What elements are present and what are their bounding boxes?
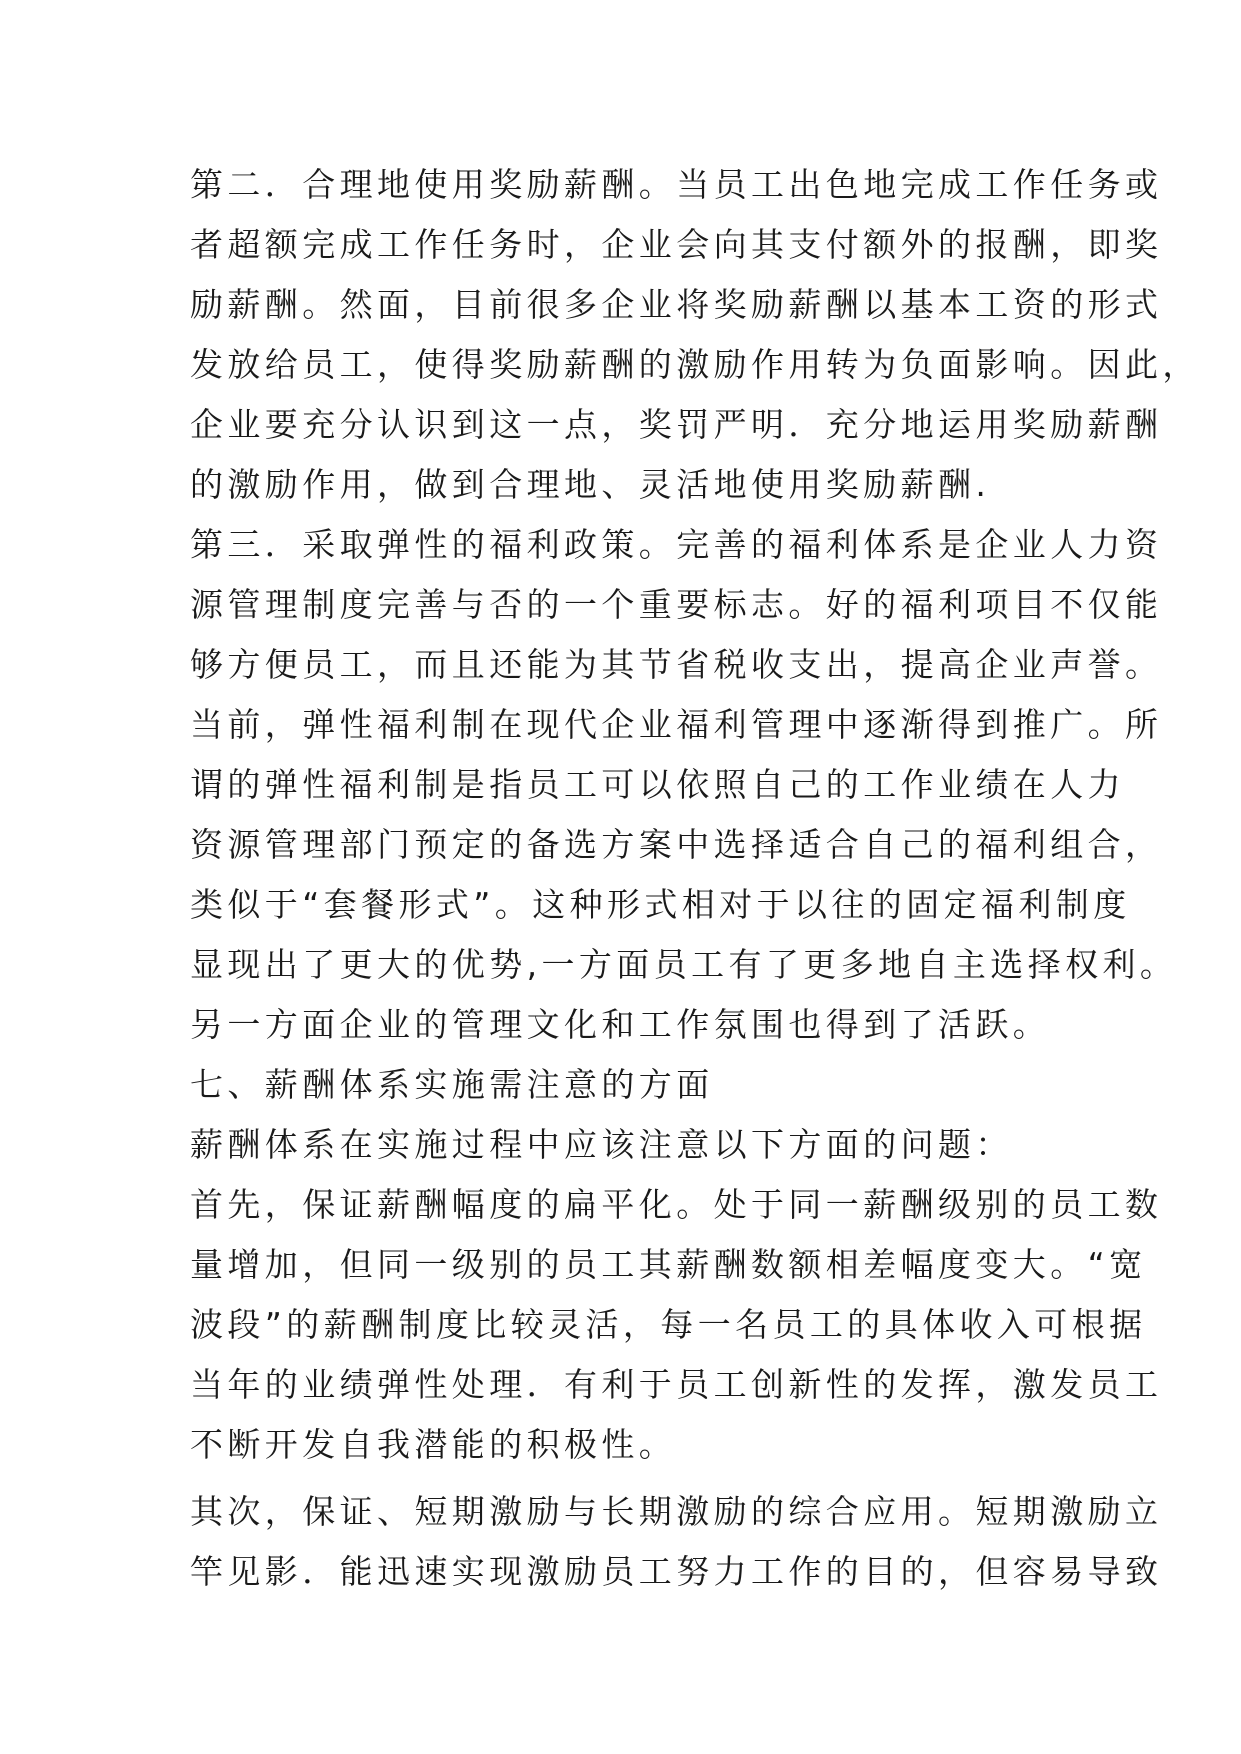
text-line: 资源管理部门预定的备选方案中选择适合自己的福利组合， (190, 825, 1163, 864)
text-line: 显现出了更大的优势,一方面员工有了更多地自主选择权利。 (190, 945, 1178, 984)
text-line: 够方便员工，而且还能为其节省税收支出，提高企业声誉。 (190, 645, 1163, 684)
text-line: 励薪酬。然面，目前很多企业将奖励薪酬以基本工资的形式 (190, 285, 1163, 324)
text-line: 的激励作用，做到合理地、灵活地使用奖励薪酬. (190, 465, 991, 504)
text-line: 不断开发自我潜能的积极性。 (190, 1425, 677, 1464)
text-line: 竿见影．能迅速实现激励员工努力工作的目的，但容易导致 (190, 1552, 1163, 1591)
text-line: 当年的业绩弹性处理．有利于员工创新性的发挥，激发员工 (190, 1365, 1163, 1404)
text-line: 量增加，但同一级别的员工其薪酬数额相差幅度变大。“宽 (190, 1245, 1147, 1284)
section-heading: 七、薪酬体系实施需注意的方面 (190, 1065, 714, 1104)
text-line: 类似于“套餐形式”。这种形式相对于以往的固定福利制度 (190, 885, 1131, 924)
text-line: 源管理制度完善与否的一个重要标志。好的福利项目不仅能 (190, 585, 1163, 624)
text-line: 波段”的薪酬制度比较灵活，每一名员工的具体收入可根据 (190, 1305, 1147, 1344)
paragraph-gap (190, 1475, 1060, 1482)
text-line: 第三．采取弹性的福利政策。完善的福利体系是企业人力资 (190, 525, 1163, 564)
text-line: 谓的弹性福利制是指员工可以依照自己的工作业绩在人力 (190, 765, 1125, 804)
text-line: 薪酬体系在实施过程中应该注意以下方面的问题： (190, 1125, 1013, 1164)
text-line: 首先，保证薪酬幅度的扁平化。处于同一薪酬级别的员工数 (190, 1185, 1163, 1224)
document-body (190, 155, 1200, 1602)
text-line: 发放给员工，使得奖励薪酬的激励作用转为负面影响。因此， (190, 345, 1200, 384)
text-line: 第二．合理地使用奖励薪酬。当员工出色地完成工作任务或 (190, 165, 1163, 204)
text-line: 者超额完成工作任务时，企业会向其支付额外的报酬，即奖 (190, 225, 1163, 264)
text-line: 企业要充分认识到这一点，奖罚严明．充分地运用奖励薪酬 (190, 405, 1163, 444)
text-line: 其次，保证、短期激励与长期激励的综合应用。短期激励立 (190, 1492, 1163, 1531)
text-line: 另一方面企业的管理文化和工作氛围也得到了活跃。 (190, 1005, 1051, 1044)
text-line: 当前，弹性福利制在现代企业福利管理中逐渐得到推广。所 (190, 705, 1163, 744)
